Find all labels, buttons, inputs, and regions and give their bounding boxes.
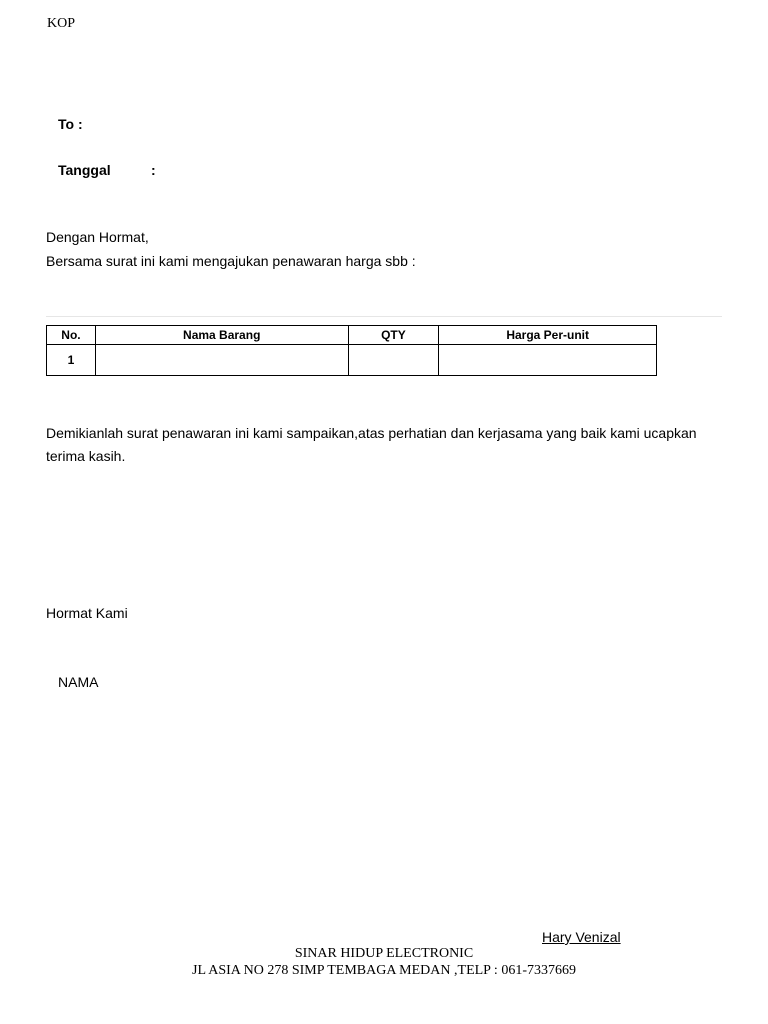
regards-text: Hormat Kami <box>46 605 128 621</box>
column-header-nama-barang: Nama Barang <box>95 326 348 345</box>
name-placeholder: NAMA <box>58 674 99 690</box>
cell-harga <box>439 345 657 376</box>
date-label: Tanggal <box>58 162 111 178</box>
cell-qty <box>348 345 439 376</box>
cell-nama-barang <box>95 345 348 376</box>
greeting-text: Dengan Hormat, <box>46 229 149 245</box>
column-header-harga: Harga Per-unit <box>439 326 657 345</box>
items-table <box>46 325 657 376</box>
date-colon: : <box>151 162 156 178</box>
to-label: To : <box>58 116 83 132</box>
closing-paragraph: Demikianlah surat penawaran ini kami sampaikan,atas perhatian dan kerjasama yang baik kami ucapkan terima kasih. <box>46 425 697 464</box>
column-header-qty: QTY <box>348 326 439 345</box>
footer-address: JL ASIA NO 278 SIMP TEMBAGA MEDAN ,TELP : 061-7337669 <box>192 963 576 978</box>
divider-line <box>46 316 722 317</box>
footer-company: SINAR HIDUP ELECTRONIC <box>294 946 474 961</box>
signer-name: Hary Venizal <box>542 929 621 945</box>
column-header-no: No. <box>47 326 96 345</box>
intro-text: Bersama surat ini kami mengajukan penawaran harga sbb : <box>46 253 416 269</box>
table-header-row <box>47 326 657 345</box>
letterhead-placeholder: KOP <box>47 16 76 31</box>
cell-no: 1 <box>47 345 96 376</box>
table-row <box>47 345 657 376</box>
